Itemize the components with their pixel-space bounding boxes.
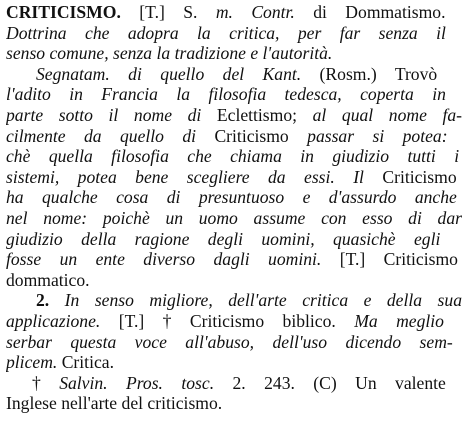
text-run: †: [32, 372, 60, 393]
text-run: 2.: [36, 290, 50, 311]
text-run: Eclettismo;: [201, 104, 313, 125]
entry-line-text: [6, 249, 458, 269]
text-run: ha qualche cosa di presuntuoso e d'assurdo anche: [6, 187, 457, 208]
entry-line-text: [6, 352, 114, 372]
text-run: chè quella filosofia che chiama in giudizio tutti i: [6, 146, 460, 167]
entry-line-text: [6, 229, 440, 249]
text-run: l'adito in Francia la filosofia tedesca, coperta in: [6, 84, 446, 105]
entry-line-text: [6, 126, 448, 146]
entry-line-text: [36, 64, 437, 84]
entry-line: [6, 187, 462, 208]
entry-line: [6, 373, 462, 394]
entry-line: [6, 167, 462, 188]
entry-line-text: [6, 187, 457, 207]
text-run: 2. 243. (C) Un valente: [214, 372, 446, 393]
text-run: plicem.: [6, 352, 58, 373]
entry-line-text: [36, 290, 462, 310]
entry-line-text: [6, 146, 459, 166]
entry-line: [6, 64, 462, 85]
text-run: m. Contr.: [215, 2, 295, 22]
text-run: Criticismo: [196, 125, 308, 146]
entry-line: [6, 105, 462, 126]
text-run: parte sotto il nome di: [6, 104, 202, 125]
entry-line-text: [32, 373, 446, 393]
entry-line-text: [6, 393, 222, 413]
entry-line: [6, 332, 462, 353]
entry-line-text: [6, 208, 462, 228]
entry-line: [6, 208, 462, 229]
text-run: serbar questa voce all'abuso, dell'uso dicendo sem-: [6, 331, 453, 352]
text-run: Inglese nell'arte del criticismo.: [6, 393, 223, 414]
entry-line: [6, 229, 462, 250]
entry-line-text: [6, 311, 444, 331]
text-run: Segnatam. di quello del Kant.: [36, 63, 302, 84]
entry-line: [6, 311, 462, 332]
entry-line-text: [6, 2, 446, 22]
text-run: applicazione.: [6, 310, 101, 331]
entry-line-text: [6, 270, 90, 290]
entry-line-text: [6, 23, 446, 43]
text-run: passar si potea:: [307, 125, 448, 146]
text-run: senso comune, senza la tradizione e l'autorità.: [6, 43, 333, 64]
text-run: dommatico.: [6, 269, 90, 290]
entry-line: [6, 23, 462, 44]
entry-line: [6, 84, 462, 105]
text-run: Critica.: [57, 352, 114, 373]
text-run: [T.] S.: [120, 2, 216, 22]
entry-line-text: [6, 43, 332, 63]
entry-line-text: [6, 332, 453, 352]
entry-line: [6, 146, 462, 167]
text-run: In senso migliore, dell'arte critica e della sua: [49, 290, 462, 311]
text-run: cilmente da quello di: [6, 125, 197, 146]
headword: CRITICISMO.: [6, 2, 121, 22]
text-run: [T.] Criticismo: [321, 249, 458, 270]
text-run: [T.] † Criticismo biblico.: [100, 310, 355, 331]
entry-line-text: [6, 105, 462, 125]
text-run: nel nome: poichè un uomo assume con esso di dar: [6, 207, 462, 228]
text-run: Salvin. Pros. tosc.: [59, 372, 215, 393]
entry-line-text: [6, 84, 446, 104]
text-run: giudizio della ragione degli uomini, quasichè egli: [6, 228, 441, 249]
entry-line: [6, 43, 462, 64]
entry-line: [6, 249, 462, 270]
text-run: (Rosm.) Trovò: [301, 63, 438, 84]
text-run: fosse un ente diverso dagli uomini.: [6, 249, 322, 270]
entry-line: [6, 290, 462, 311]
entry-line-text: [6, 167, 457, 187]
text-run: Ma meglio: [354, 310, 444, 331]
text-run: Criticismo: [363, 166, 457, 187]
text-run: di Dommatismo.: [294, 2, 446, 22]
text-run: sistemi, potea bene scegliere da essi. Il: [6, 166, 364, 187]
text-run: Dottrina che adopra la critica, per far senza il: [6, 22, 446, 43]
entry-line: [6, 126, 462, 147]
text-run: al qual nome fa-: [312, 104, 462, 125]
entry-line: [6, 393, 462, 414]
entry-line: [6, 270, 462, 291]
entry-line: [6, 352, 462, 373]
entry-line: [6, 2, 462, 23]
